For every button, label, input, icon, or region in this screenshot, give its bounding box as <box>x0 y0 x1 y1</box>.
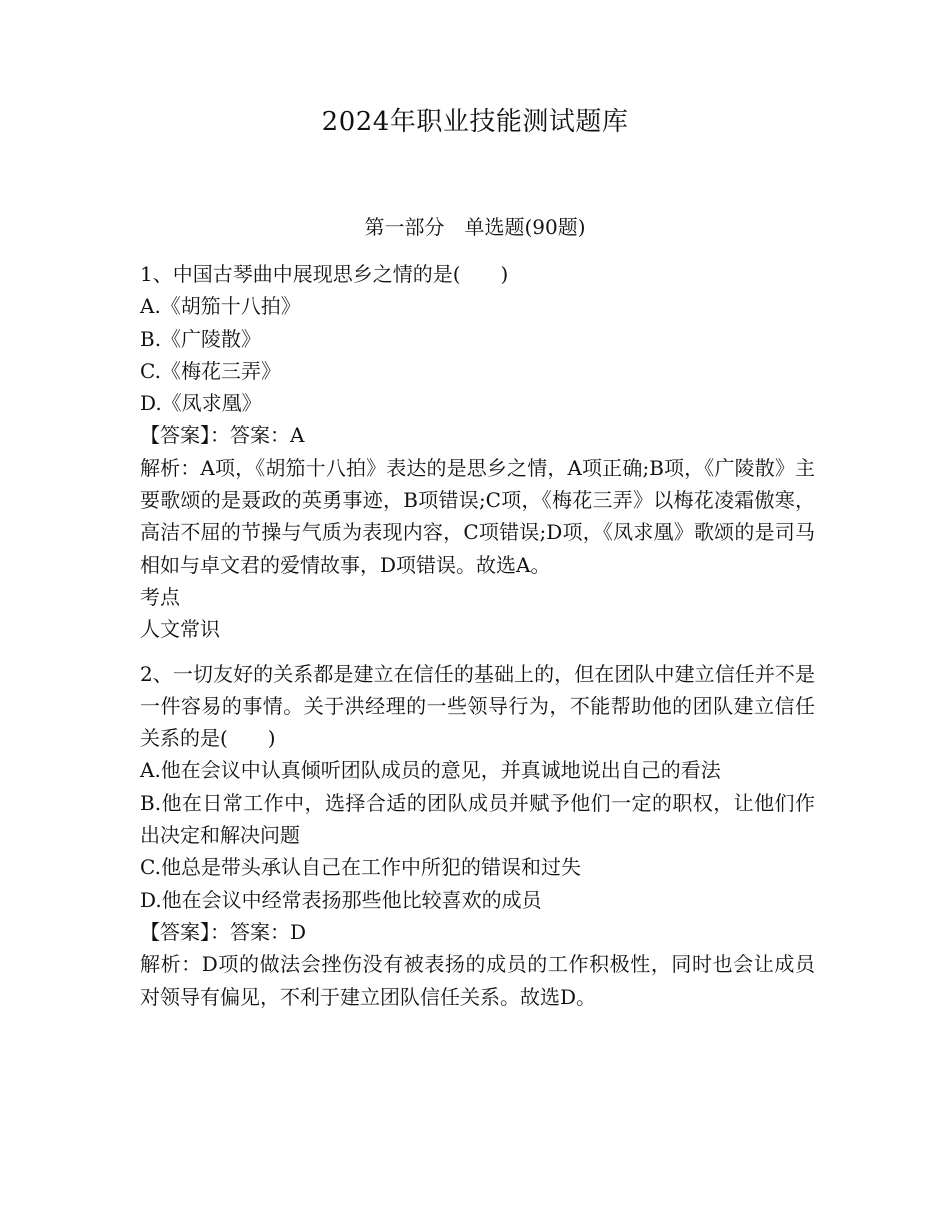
document-title: 2024年职业技能测试题库 <box>321 107 629 137</box>
answer-line <box>140 419 815 451</box>
question-stem: 2、一切友好的关系都是建立在信任的基础上的，但在团队中建立信任并不是一件容易的事情。关于洪经理的一些领导行为，不能帮助他的团队建立信任关系的是( ) <box>140 661 815 751</box>
option-d: D.《凤求凰》 <box>140 391 262 416</box>
analysis-text: 解析：A项，《胡笳十八拍》表达的是思乡之情，A项正确;B项，《广陵散》主要歌颂的是聂政的英勇事迹，B项错误;C项，《梅花三弄》以梅花凌霜傲寒，高洁不屈的节操与气质为表现内容，C项错误;D项，《凤求凰》歌颂的是司马相如与卓文君的爱情故事，D项错误。故选A。 <box>140 455 815 577</box>
option-a: A.《胡笳十八拍》 <box>140 294 301 319</box>
answer-value: 答案：D <box>230 919 307 944</box>
answer-value: 答案：A <box>230 423 305 448</box>
answer-line <box>140 916 815 948</box>
question-2 <box>140 658 815 1013</box>
option-c: C.《梅花三弄》 <box>140 358 281 383</box>
question-list <box>140 258 815 1013</box>
question-1 <box>140 258 815 646</box>
option-b: B.《广陵散》 <box>140 326 262 351</box>
section-heading: 第一部分 单选题(90题) <box>364 215 586 239</box>
option-d: D.他在会议中经常表扬那些他比较喜欢的成员 <box>140 887 542 912</box>
question-spacer <box>140 646 815 658</box>
kaodian-label: 考点 <box>140 584 180 609</box>
answer-label: 【答案】： <box>140 423 230 448</box>
kaodian-value: 人文常识 <box>140 617 220 642</box>
answer-label: 【答案】： <box>140 919 230 944</box>
option-c: C.他总是带头承认自己在工作中所犯的错误和过失 <box>140 855 581 880</box>
analysis-text: 解析：D项的做法会挫伤没有被表扬的成员的工作积极性，同时也会让成员对领导有偏见，不利于建立团队信任关系。故选D。 <box>140 952 815 1009</box>
option-a: A.他在会议中认真倾听团队成员的意见，并真诚地说出自己的看法 <box>140 758 721 783</box>
option-b: B.他在日常工作中，选择合适的团队成员并赋予他们一定的职权，让他们作出决定和解决问题 <box>140 790 815 848</box>
question-stem: 1、中国古琴曲中展现思乡之情的是( ) <box>140 262 509 286</box>
